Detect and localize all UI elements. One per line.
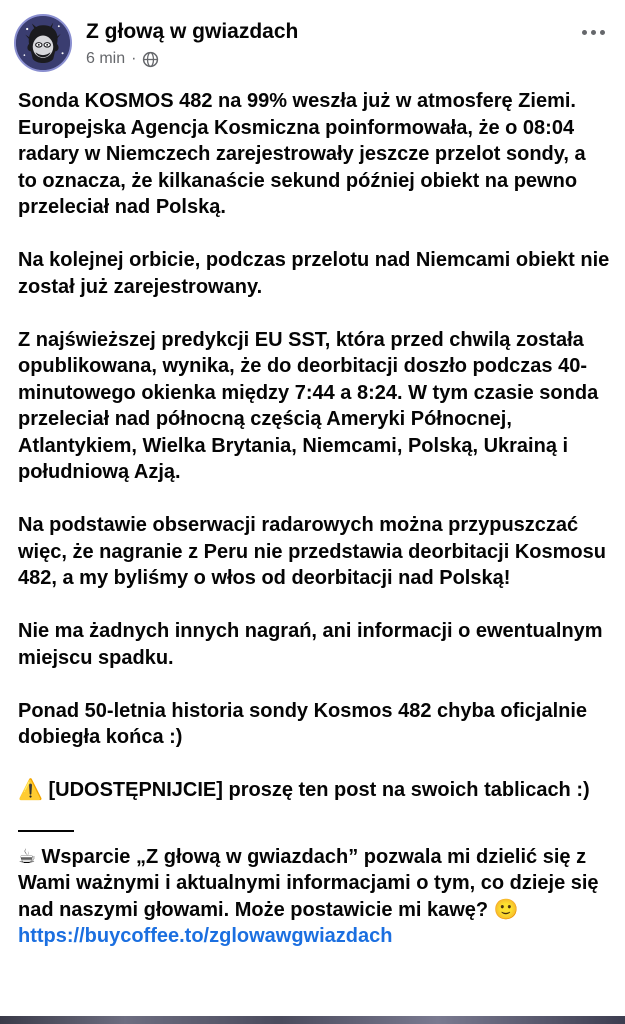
meta-separator: · — [131, 50, 137, 67]
page-name[interactable]: Z głową w gwiazdach — [86, 20, 299, 43]
support-text: Wsparcie „Z głową w gwiazdach” pozwala mi dzielić się z Wami ważnymi i aktualnymi informacjami o tym, co dzieje się nad naszymi głowami. Może postawicie mi kawę? — [18, 845, 605, 921]
page-avatar[interactable] — [14, 14, 72, 72]
more-dots-icon — [591, 30, 596, 35]
avatar-illustration — [16, 16, 70, 70]
more-dots-icon — [582, 30, 587, 35]
post-paragraph: Z najświeższej predykcji EU SST, która przed chwilą została opublikowana, wynika, że do deorbitacji doszło podczas 40-minutowego okienka między 7:44 a 8:24. W tym czasie sonda przeleciał nad północną częścią Ameryki Północnej, Atlantykiem, Wielka Brytania, Niemcami, Polską, Ukrainą i południową Azją. — [18, 328, 604, 483]
post-paragraph: Sonda KOSMOS 482 na 99% weszła już w atmosferę Ziemi. Europejska Agencja Kosmiczna poinformowała, że o 08:04 radary w Niemczech zarejestrowały jeszcze przelot sondy, a to oznacza, że kilkanaście sekund później obiekt na pewno przeleciał nad Polską. — [18, 90, 592, 218]
support-paragraph — [18, 844, 610, 924]
buycoffee-link[interactable]: https://buycoffee.to/zglowawgwiazdach — [18, 925, 393, 947]
post-body — [18, 88, 615, 950]
globe-icon — [142, 51, 159, 68]
more-dots-icon — [600, 30, 605, 35]
post-paragraph: Na kolejnej orbicie, podczas przelotu nad Niemcami obiekt nie został już zarejestrowany. — [18, 249, 615, 298]
smile-icon: 🙂 — [493, 898, 519, 921]
share-text: [UDOSTĘPNIJCIE] proszę ten post na swoich tablicach :) — [42, 779, 590, 801]
post-paragraph: Na podstawie obserwacji radarowych można przypuszczać więc, że nagranie z Peru nie przedstawia deorbitacji Kosmosu 482, a my byliśmy o włos od deorbitacji nad Polską! — [18, 514, 612, 589]
post-header — [14, 14, 611, 74]
divider — [18, 830, 74, 832]
warning-icon: ⚠️ — [18, 779, 43, 801]
post-time[interactable]: 6 min — [86, 50, 126, 67]
post-paragraph: Nie ma żadnych innych nagrań, ani informacji o ewentualnym miejscu spadku. — [18, 620, 609, 669]
coffee-icon: ☕ — [18, 845, 36, 868]
post-paragraph: Ponad 50-letnia historia sondy Kosmos 482 chyba oficjalnie dobiegła końca :) — [18, 699, 593, 748]
post-meta — [86, 50, 159, 68]
share-request — [18, 777, 610, 804]
next-post-preview — [0, 1016, 625, 1024]
more-options-button[interactable] — [579, 20, 607, 44]
